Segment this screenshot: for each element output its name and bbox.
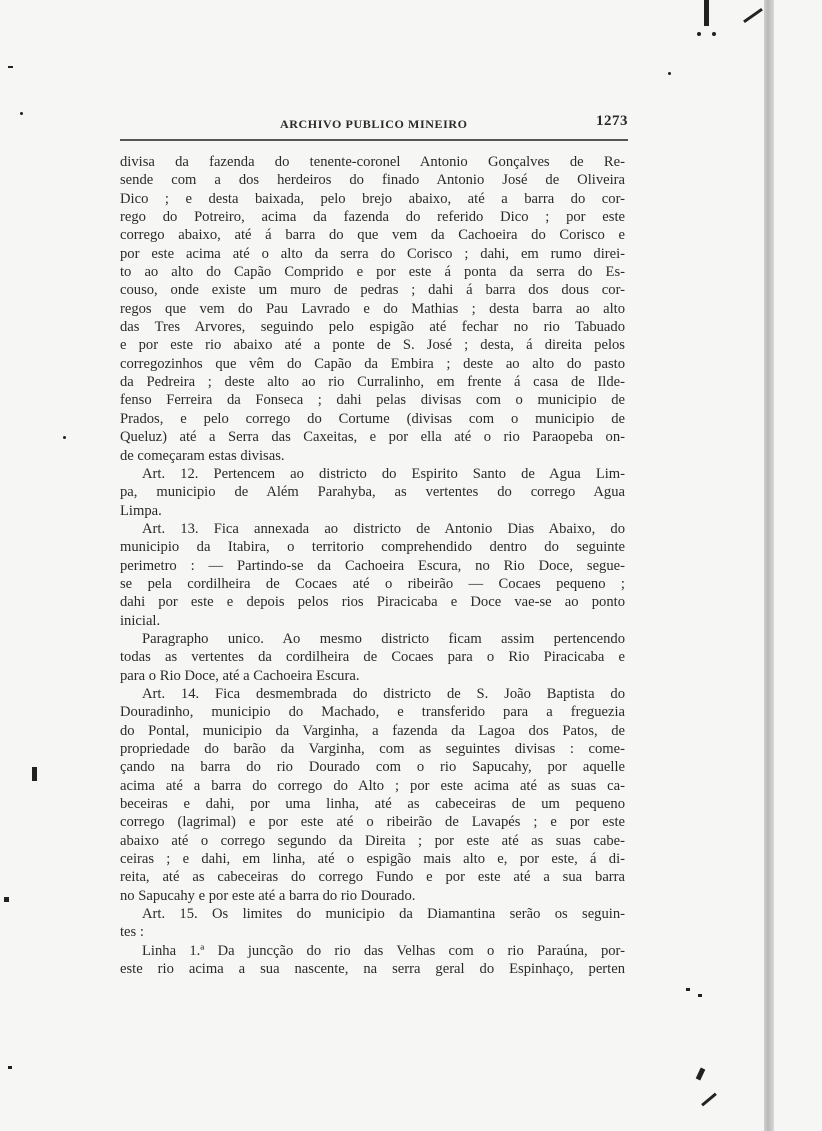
text-line: Art. 14. Fica desmembrada do districto de S. João Baptista do (142, 685, 625, 702)
scan-speck (697, 32, 701, 36)
text-line: dahi por este e depois pelos rios Piracicaba e Doce vae-se ao ponto (120, 594, 625, 611)
scan-speck (63, 436, 66, 439)
header-rule (120, 139, 628, 141)
text-line: couso, onde existe um muro de pedras ; dahi á barra dos dous cor- (120, 282, 625, 299)
text-line: este rio acima a sua nascente, na serra geral do Espinhaço, perten (120, 961, 625, 978)
text-line: reita, até as cabeceiras do corrego Fundo e por este até a sua barra (120, 869, 625, 886)
text-line: Queluz) até a Serra das Caxeitas, e por ella até o rio Paraopeba on- (120, 429, 625, 446)
text-line: se pela cordilheira de Cocaes até o ribeirão — Cocaes pequeno ; (120, 575, 625, 592)
scan-speck (712, 32, 716, 36)
text-line: Art. 15. Os limites do municipio da Diamantina serão os seguin- (142, 906, 625, 923)
text-line: to ao alto do Capão Comprido e por este á ponta da serra do Es- (120, 264, 625, 281)
scan-speck (696, 1068, 706, 1081)
page-number: 1273 (596, 113, 628, 129)
text-line: perimetro : — Partindo-se da Cachoeira Escura, no Rio Doce, segue- (120, 557, 625, 574)
text-line: pa, municipio de Além Parahyba, as vertentes do corrego Agua (120, 484, 625, 501)
header-title: ARCHIVO PUBLICO MINEIRO (280, 117, 468, 131)
text-line: sende com a dos herdeiros do finado Antonio José de Oliveira (120, 172, 625, 189)
text-line: Limpa. (120, 502, 162, 519)
text-line: divisa da fazenda do tenente-coronel Antonio Gonçalves de Re- (120, 154, 625, 170)
text-line: propriedade do barão da Varginha, com as seguintes divisas : come- (120, 741, 625, 757)
scan-speck (701, 1093, 717, 1107)
scan-speck (686, 988, 690, 991)
scan-speck (8, 1066, 12, 1069)
text-line: da Pedreira ; deste alto ao rio Curralinho, em frente á casa de Ilde- (120, 374, 625, 391)
scan-speck (8, 66, 13, 68)
text-line: abaixo até o corrego segundo da Direita ; por este até as suas cabe- (120, 832, 625, 849)
binding-edge (764, 0, 774, 1131)
scan-speck (668, 72, 671, 75)
text-line: por este acima até o alto da serra do Corisco ; dahi, em rumo direi- (120, 245, 625, 262)
text-line: de começaram estas divisas. (120, 447, 285, 464)
scan-speck (704, 0, 709, 26)
text-line: municipio da Itabira, o territorio comprehendido dentro do seguinte (120, 539, 625, 556)
text-line: todas as vertentes da cordilheira de Cocaes para o Rio Piracicaba e (120, 649, 625, 666)
text-line: rego do Potreiro, acima da fazenda do referido Dico ; por este (120, 209, 625, 226)
scan-speck (4, 897, 9, 902)
text-line: ceiras ; e dahi, em linha, até o espigão mais alto e, por este, á di- (120, 851, 625, 868)
text-line: tes : (120, 924, 144, 941)
scan-speck (743, 8, 763, 23)
scan-speck (32, 767, 37, 781)
text-line: çando na barra do rio Dourado com o rio Sapucahy, por aquelle (120, 759, 625, 776)
text-line: Douradinho, municipio do Machado, e transferido para a freguezia (120, 704, 625, 721)
text-line: corrego abaixo, até á barra do que vem da Cachoeira do Corisco e (120, 227, 625, 244)
text-line: e por este rio abaixo até a ponte de S. José ; desta, á direita pelos (120, 337, 625, 354)
scan-speck (698, 994, 702, 997)
text-line: Art. 13. Fica annexada ao districto de Antonio Dias Abaixo, do (142, 520, 625, 537)
text-line: corregozinhos que vêm do Capão da Embira ; deste ao alto do pasto (120, 355, 625, 372)
text-line: Paragrapho unico. Ao mesmo districto ficam assim pertencendo (142, 630, 625, 647)
text-line: inicial. (120, 612, 161, 629)
text-line: no Sapucahy e por este até a barra do rio Dourado. (120, 887, 416, 904)
body-text (120, 153, 625, 978)
text-line: das Tres Arvores, seguindo pelo espigão até fechar no rio Tabuado (120, 319, 625, 336)
text-line: beceiras e dahi, por uma linha, até as cabeceiras de um pequeno (120, 796, 625, 813)
text-line: Art. 12. Pertencem ao districto do Espirito Santo de Agua Lim- (142, 465, 625, 482)
text-line: acima até a barra do corrego do Alto ; por este acima até as suas ca- (120, 777, 625, 794)
text-line: para o Rio Doce, até a Cachoeira Escura. (120, 667, 360, 684)
text-line: regos que vem do Pau Lavrado e do Mathias ; desta barra ao alto (120, 300, 625, 317)
text-line: Prados, e pelo corrego do Cortume (divisas com o municipio de (120, 410, 625, 427)
text-line: corrego (lagrimal) e por este até o ribeirão de Lavapés ; e por este (120, 814, 625, 831)
text-line: fenso Ferreira da Fonseca ; dahi pelas divisas com o municipio de (120, 392, 625, 409)
running-header (118, 113, 628, 135)
text-line: do Pontal, municipio da Varginha, a fazenda da Lagoa dos Patos, de (120, 722, 625, 739)
text-line: Linha 1.ª Da juncção do rio das Velhas com o rio Paraúna, por- (142, 942, 625, 959)
scan-speck (20, 112, 23, 115)
text-line: Dico ; e desta baixada, pelo brejo abaixo, até a barra do cor- (120, 190, 625, 207)
